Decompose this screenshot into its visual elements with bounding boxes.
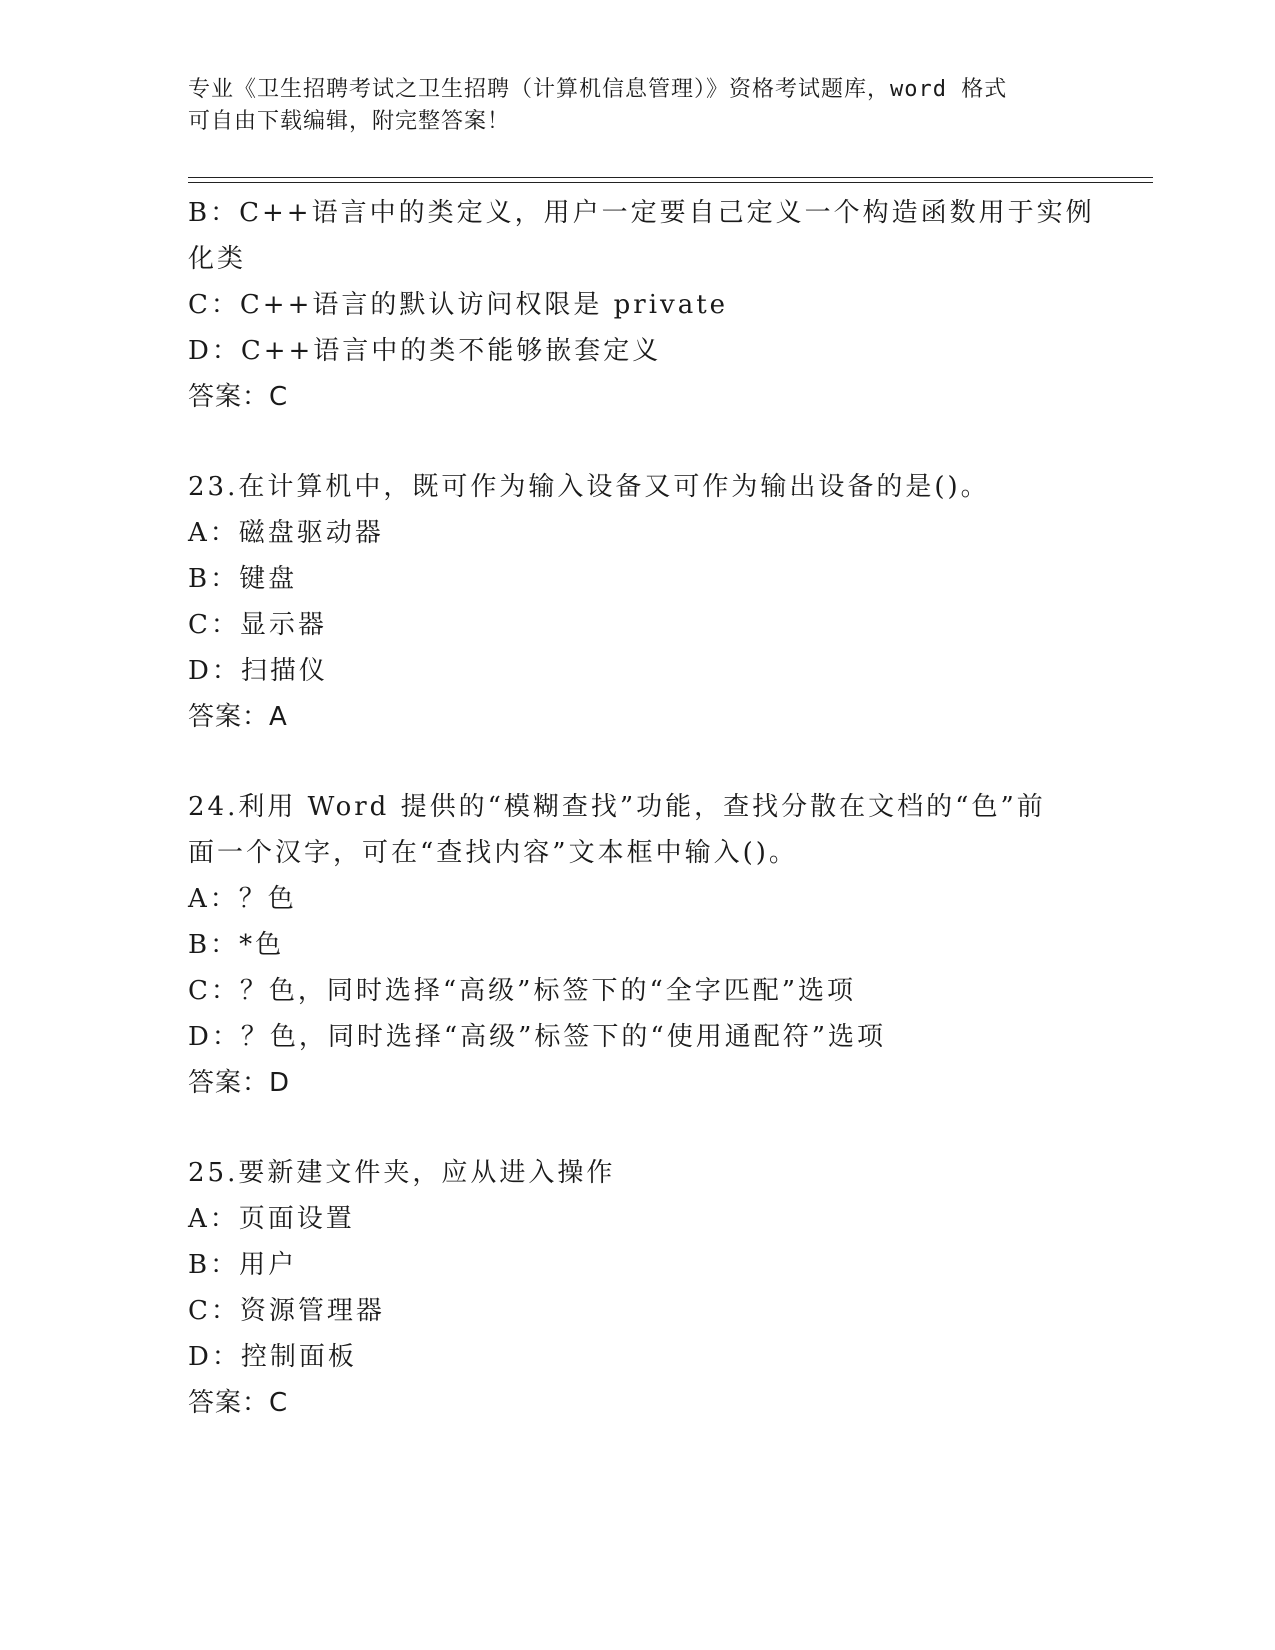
header-divider-bottom bbox=[188, 182, 1153, 183]
answer: 答案：A bbox=[188, 702, 288, 732]
header-line-1: 专业《卫生招聘考试之卫生招聘（计算机信息管理）》资格考试题库，word 格式 bbox=[188, 77, 1008, 102]
question-23 bbox=[188, 464, 1088, 740]
question-text: 23.在计算机中，既可作为输入设备又可作为输出设备的是()。 bbox=[188, 472, 990, 502]
question-text-line-2: 面一个汉字，可在“查找内容”文本框中输入()。 bbox=[188, 838, 798, 868]
option-b-line-2: 化类 bbox=[188, 244, 247, 274]
option-a: A：？色 bbox=[188, 884, 297, 914]
option-c: C：显示器 bbox=[188, 610, 327, 640]
option-a: A：磁盘驱动器 bbox=[188, 518, 384, 548]
answer: 答案：D bbox=[188, 1068, 291, 1098]
spacer bbox=[188, 740, 1088, 784]
question-24 bbox=[188, 784, 1088, 1106]
answer: 答案：C bbox=[188, 382, 289, 412]
spacer bbox=[188, 1106, 1088, 1150]
question-text-line-1: 24.利用 Word 提供的“模糊查找”功能，查找分散在文档的“色”前 bbox=[188, 792, 1046, 822]
answer: 答案：C bbox=[188, 1388, 289, 1418]
option-b: B：键盘 bbox=[188, 564, 298, 594]
question-list bbox=[188, 190, 1095, 1426]
option-b: B：*色 bbox=[188, 930, 285, 960]
spacer bbox=[188, 420, 1088, 464]
option-c: C：？色，同时选择“高级”标签下的“全字匹配”选项 bbox=[188, 976, 857, 1006]
option-d: D：C++语言中的类不能够嵌套定义 bbox=[188, 336, 662, 366]
option-d: D：扫描仪 bbox=[188, 656, 328, 686]
question-25 bbox=[188, 1150, 1088, 1426]
option-c: C：C++语言的默认访问权限是 private bbox=[188, 290, 729, 320]
option-d: D：控制面板 bbox=[188, 1342, 357, 1372]
header-line-2: 可自由下载编辑，附完整答案！ bbox=[188, 109, 511, 134]
option-b: B：用户 bbox=[188, 1250, 298, 1280]
option-c: C：资源管理器 bbox=[188, 1296, 385, 1326]
header-divider-top bbox=[188, 177, 1153, 178]
question-text: 25.要新建文件夹，应从进入操作 bbox=[188, 1158, 616, 1188]
document-header bbox=[188, 74, 1088, 138]
option-d: D：？色，同时选择“高级”标签下的“使用通配符”选项 bbox=[188, 1022, 887, 1052]
option-a: A：页面设置 bbox=[188, 1204, 355, 1234]
option-b-line-1: B：C++语言中的类定义，用户一定要自己定义一个构造函数用于实例 bbox=[188, 198, 1095, 228]
question-22-continued bbox=[188, 190, 1095, 420]
